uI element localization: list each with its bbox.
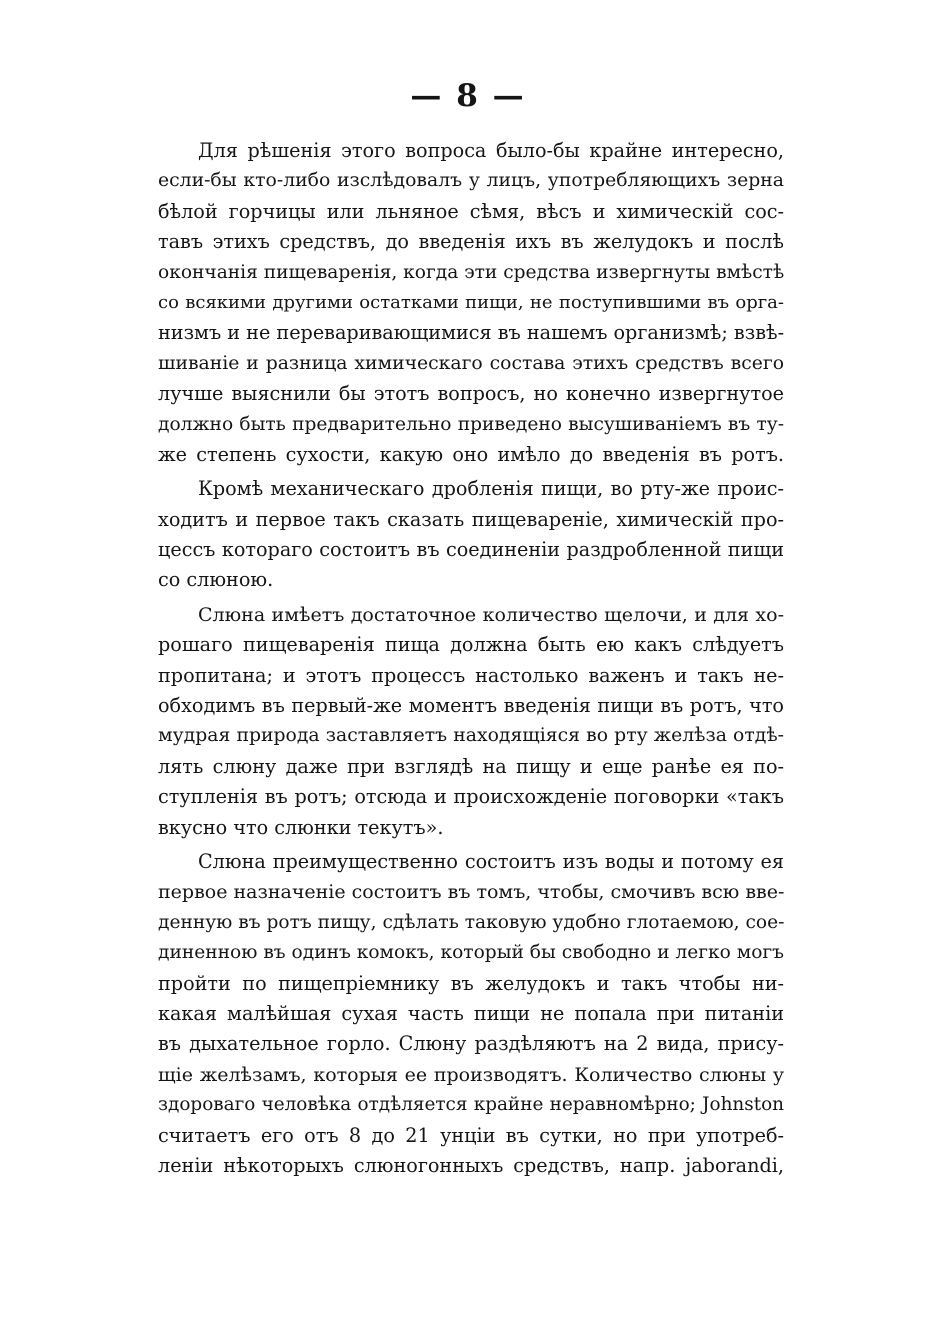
paragraph-4 (158, 847, 784, 1181)
text-line: щіе желѣзамъ, которыя ее производятъ. Количество слюны у (158, 1063, 784, 1086)
paragraph-2 (158, 474, 784, 596)
text-line: со всякими другими остатками пищи, не поступившими въ орга- (158, 291, 784, 313)
text-line: цессъ котораго состоитъ въ соединеніи раздробленной пищи (158, 538, 784, 562)
text-line: же степень сухости, какую оно имѣло до введенія въ ротъ. (158, 442, 784, 466)
text-line: Слюна имѣетъ достаточное количество щелочи, и для хо- (198, 603, 784, 626)
text-line: бѣлой горчицы или льняное сѣмя, вѣсъ и химическій сос- (158, 199, 784, 223)
text-line: какая малѣйшая сухая часть пищи не попала при питаніи (158, 1001, 784, 1025)
page-number: — 8 — (410, 78, 526, 114)
text-line: должно быть предварительно приведено высушиваніемъ въ ту- (158, 413, 784, 435)
text-line: низмъ и не переваривающимися въ нашемъ организмѣ; взвѣ- (158, 321, 785, 345)
text-line: со слюною. (158, 568, 274, 592)
text-line: Слюна преимущественно состоитъ изъ воды и потому ея (198, 849, 784, 873)
text-line: лять слюну даже при взглядѣ на пищу и еще ранѣе ея по- (158, 754, 784, 778)
paragraph-1 (158, 136, 784, 470)
text-line: ходитъ и первое такъ сказать пищевареніе, химическій про- (158, 507, 784, 531)
text-line: окончанія пищеваренія, когда эти средства извергнуты вмѣстѣ (158, 261, 785, 283)
text-line: тавъ этихъ средствъ, до введенія ихъ въ желудокъ и послѣ (158, 230, 784, 254)
text-line: въ дыхательное горло. Слюну раздѣляютъ на 2 вида, прису- (158, 1032, 784, 1056)
text-line: если-бы кто-либо изслѣдовалъ у лицъ, употребляющихъ зерна (158, 170, 784, 192)
text-line: шиваніе и разница химическаго состава этихъ средствъ всего (158, 352, 784, 374)
text-line: пройти по пищепріемнику въ желудокъ и такъ чтобы ни- (158, 971, 784, 995)
text-line: диненною въ одинъ комокъ, который бы свободно и легко могъ (158, 942, 784, 964)
text-line: рошаго пищеваренія пища должна быть ею какъ слѣдуетъ (158, 633, 784, 657)
text-line: пропитана; и этотъ процессъ настолько важенъ и такъ не- (158, 663, 784, 687)
text-line: Для рѣшенія этого вопроса было-бы крайне интересно, (198, 139, 784, 162)
text-line: денную въ ротъ пищу, сдѣлать таковую удобно глотаемою, сое- (158, 911, 785, 933)
text-line: обходимъ въ первый-же моментъ введенія пищи въ ротъ, что (158, 694, 784, 718)
body-text (158, 136, 784, 1185)
text-line: ступленія въ ротъ; отсюда и происхожденіе поговорки «такъ (158, 785, 784, 809)
text-line: леніи нѣкоторыхъ слюногонныхъ средствъ, напр. jaborandi, (158, 1153, 784, 1177)
text-line: лучше выяснили бы этотъ вопросъ, но конечно извергнутое (158, 382, 784, 406)
text-line: мудрая природа заставляетъ находящіяся во рту желѣза отдѣ- (158, 725, 784, 747)
paragraph-3 (158, 600, 784, 843)
text-line: Кромѣ механическаго дробленія пищи, во рту-же проис- (198, 477, 784, 501)
text-line: считаетъ его отъ 8 до 21 унціи въ сутки, но при употреб- (158, 1123, 784, 1147)
text-line: здороваго человѣка отдѣляется крайне неравномѣрно; Johnston (158, 1094, 784, 1116)
text-line: первое назначеніе состоитъ въ томъ, чтобы, смочивъ всю вве- (158, 881, 785, 904)
text-line: вкусно что слюнки текутъ». (158, 815, 444, 839)
